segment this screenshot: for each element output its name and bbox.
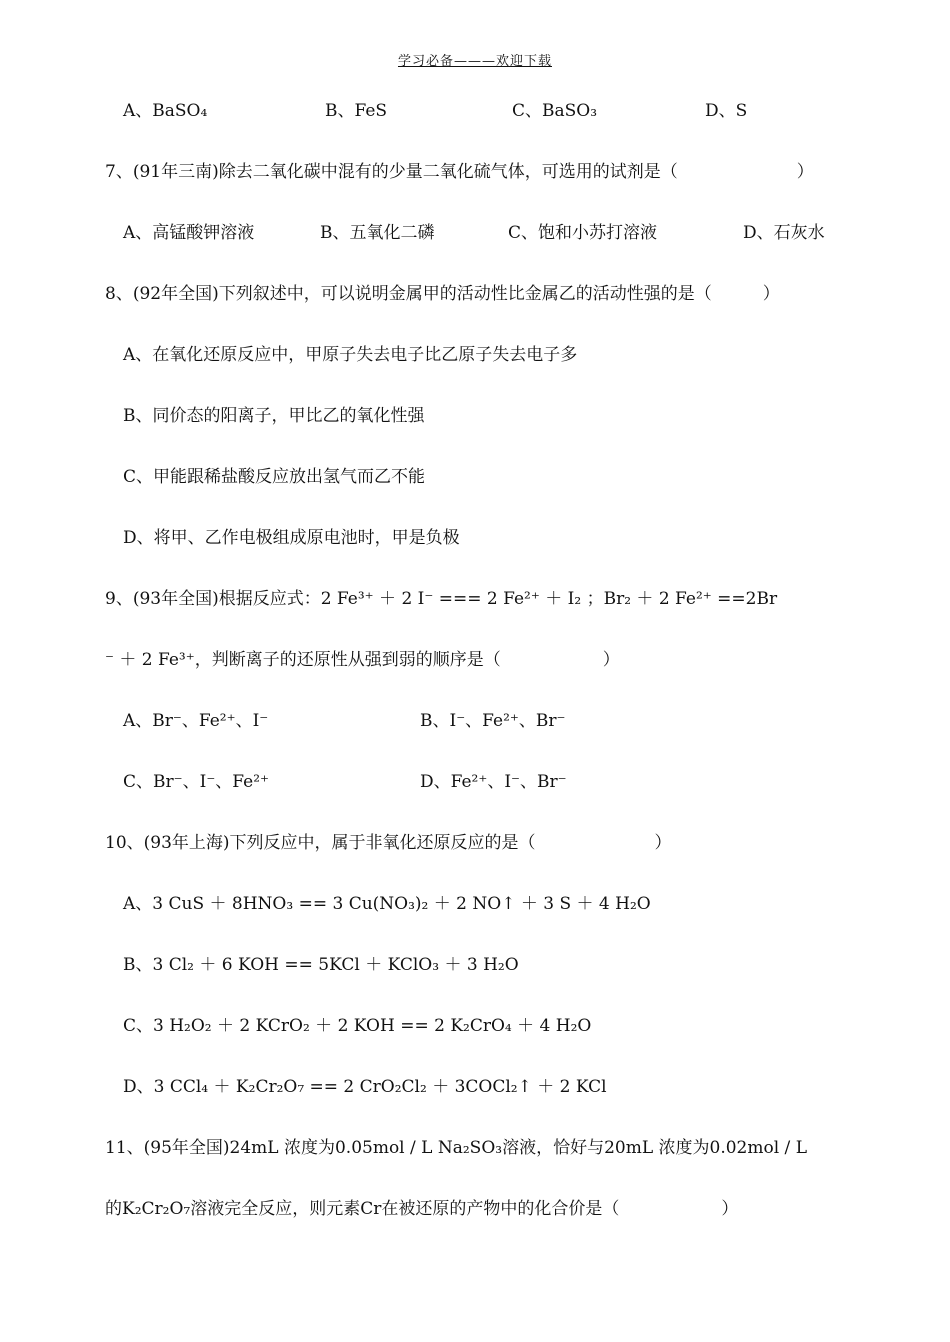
q9-stem-line1: 9、(93年全国)根据反应式：2 Fe³⁺ ＋ 2 I⁻ === 2 Fe²⁺ ＋ I₂ ；Br₂ ＋ 2 Fe²⁺ ==2Br [105,589,778,609]
q7-option-a: A、高锰酸钾溶液 [123,223,255,243]
q8-option-d: D、将甲、乙作电极组成原电池时，甲是负极 [123,528,460,548]
q10-option-c: C、3 H₂O₂ ＋ 2 KCrO₂ ＋ 2 KOH == 2 K₂CrO₄ ＋ 4 H₂O [123,1016,592,1036]
q9-option-a: A、Br⁻、Fe²⁺、I⁻ [123,711,269,731]
q6-option-a: A、BaSO₄ [123,101,208,121]
q6-option-d: D、S [705,101,748,121]
q11-stem-line1: 11、(95年全国)24mL 浓度为0.05mol / L Na₂SO₃溶液，恰好与20mL 浓度为0.02mol / L [105,1138,807,1158]
q9-option-b: B、I⁻、Fe²⁺、Br⁻ [420,711,566,731]
q10-option-a: A、3 CuS ＋ 8HNO₃ == 3 Cu(NO₃)₂ ＋ 2 NO↑ ＋ 3 S ＋ 4 H₂O [123,894,651,914]
q8-stem: 8、(92年全国)下列叙述中，可以说明金属甲的活动性比金属乙的活动性强的是（ ） [105,284,780,304]
q11-stem-line2: 的K₂Cr₂O₇溶液完全反应，则元素Cr在被还原的产物中的化合价是（ ） [105,1199,739,1219]
q9-stem-line2: ⁻ ＋ 2 Fe³⁺，判断离子的还原性从强到弱的顺序是（ ） [105,650,620,670]
q6-option-c: C、BaSO₃ [512,101,598,121]
q10-option-b: B、3 Cl₂ ＋ 6 KOH == 5KCl ＋ KClO₃ ＋ 3 H₂O [123,955,519,975]
q6-option-b: B、FeS [325,101,388,121]
q9-option-c: C、Br⁻、I⁻、Fe²⁺ [123,772,270,792]
q8-option-b: B、同价态的阳离子，甲比乙的氧化性强 [123,406,425,426]
page-header: 学习必备———欢迎下载 [397,54,552,69]
q7-option-d: D、石灰水 [743,223,825,243]
q7-option-c: C、饱和小苏打溶液 [508,223,658,243]
q8-option-c: C、甲能跟稀盐酸反应放出氢气而乙不能 [123,467,426,487]
q8-option-a: A、在氧化还原反应中，甲原子失去电子比乙原子失去电子多 [123,345,578,365]
q10-option-d: D、3 CCl₄ ＋ K₂Cr₂O₇ == 2 CrO₂Cl₂ ＋ 3COCl₂↑ ＋ 2 KCl [123,1077,607,1097]
q7-stem: 7、(91年三南)除去二氧化碳中混有的少量二氧化硫气体，可选用的试剂是（ ） [105,162,814,182]
q10-stem: 10、(93年上海)下列反应中，属于非氧化还原反应的是（ ） [105,833,672,853]
q9-option-d: D、Fe²⁺、I⁻、Br⁻ [420,772,567,792]
q7-option-b: B、五氧化二磷 [320,223,435,243]
